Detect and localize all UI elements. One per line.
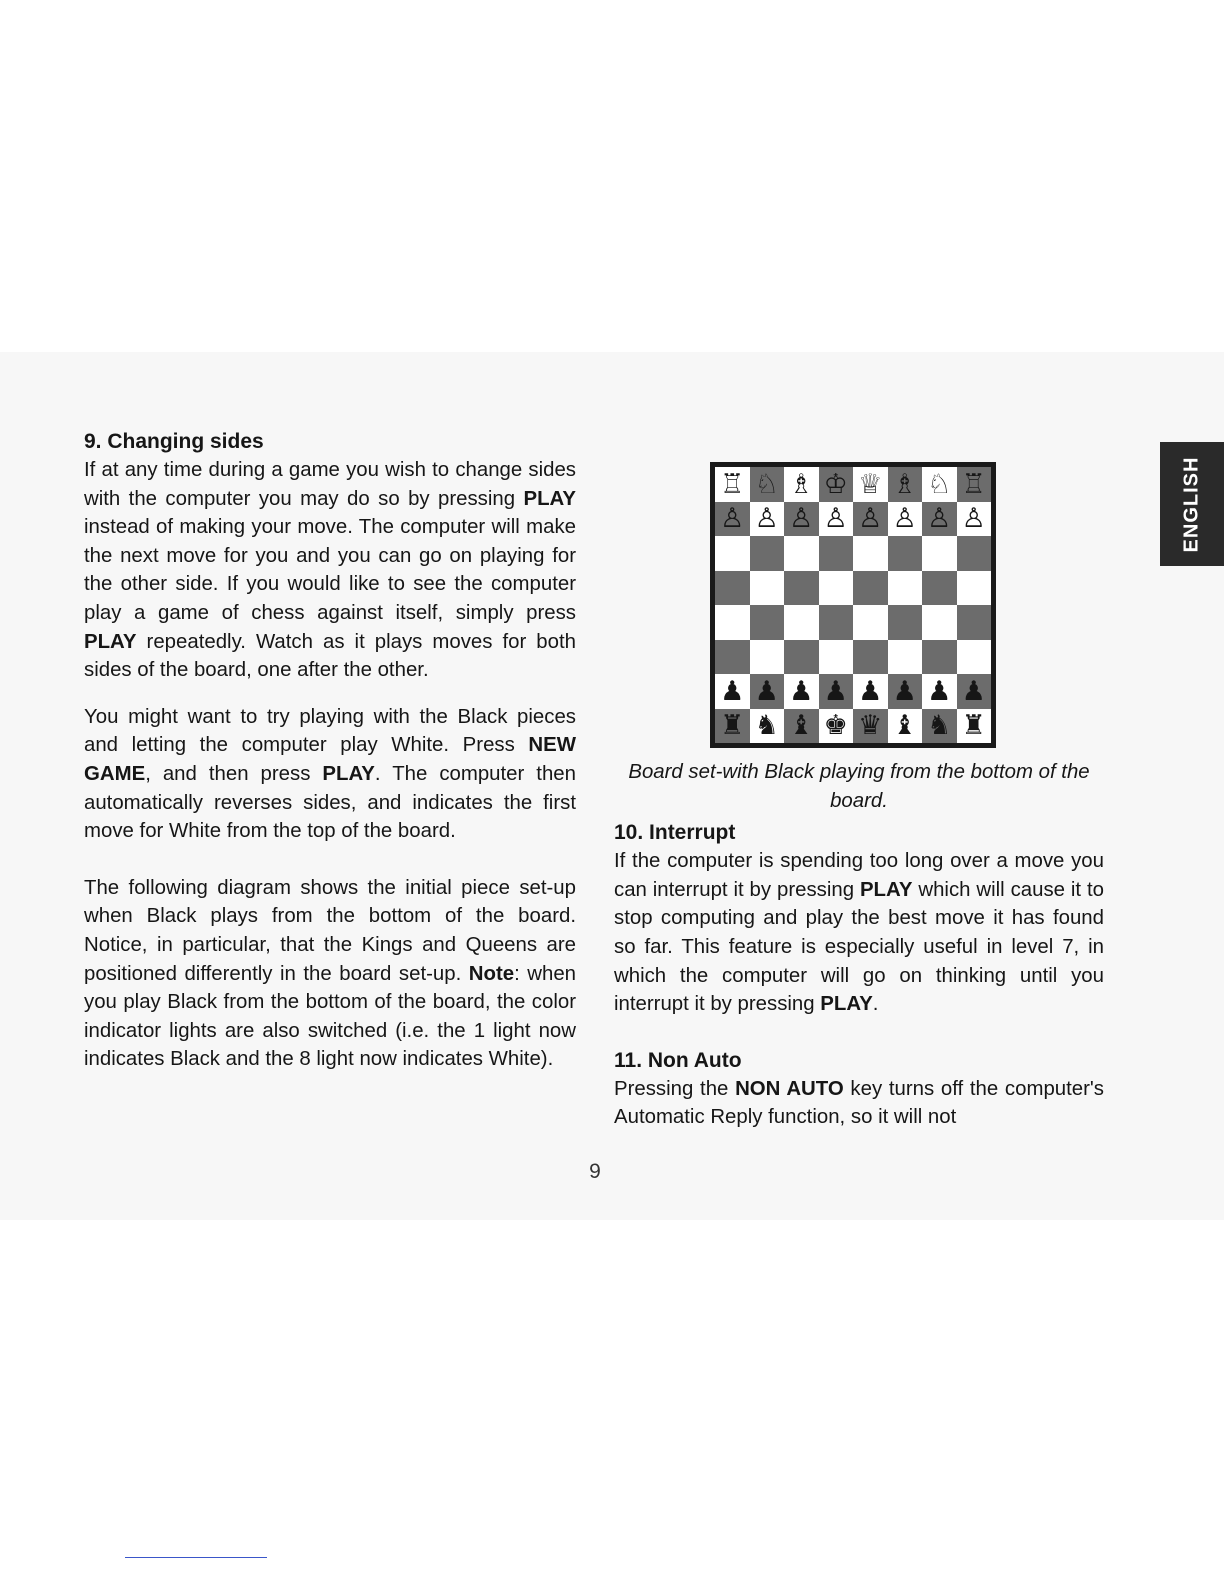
board-square: [715, 640, 750, 675]
chess-board-diagram: [710, 462, 996, 748]
board-square: [922, 605, 957, 640]
body-text-run: . The computer then automatically reverses sides, and indicates the first move for White from the top of the board.: [84, 762, 576, 843]
board-square: [853, 605, 888, 640]
section-heading-non-auto: 11. Non Auto: [614, 1048, 742, 1072]
body-text-run: instead of making your move. The computer will make the next move for you and you can go on playing for the other side. If you would like to see the computer play a game of chess against itself, simply press: [84, 516, 576, 624]
board-square-piece: ♙: [888, 502, 923, 537]
board-square-piece: ♚: [819, 709, 854, 744]
board-square: [922, 536, 957, 571]
board-square: [819, 605, 854, 640]
board-square: [888, 536, 923, 571]
body-text-run: , and then press: [145, 762, 323, 785]
board-square: [750, 605, 785, 640]
section-heading-interrupt: 10. Interrupt: [614, 821, 736, 845]
board-square-piece: ♞: [750, 709, 785, 744]
board-square-piece: ♟: [853, 674, 888, 709]
paragraph-non-auto: [614, 1075, 1104, 1132]
board-square-piece: ♙: [715, 502, 750, 537]
board-square-piece: ♘: [922, 467, 957, 502]
board-square: [784, 571, 819, 606]
chess-board-grid: [715, 467, 991, 743]
right-column: [614, 462, 1104, 1132]
board-square: [715, 605, 750, 640]
board-square: [784, 536, 819, 571]
section-heading-changing-sides: 9. Changing sides: [84, 430, 264, 453]
board-square-piece: ♗: [784, 467, 819, 502]
board-square: [957, 605, 992, 640]
board-square: [853, 536, 888, 571]
board-square-piece: ♙: [784, 502, 819, 537]
board-square: [853, 571, 888, 606]
body-text-run: which will cause it to stop computing and play the best move it has found so far. This feature is especially useful in level 7, in which the computer will go on thinking until you interrupt it by pressing: [614, 878, 1104, 1016]
board-square: [715, 536, 750, 571]
left-column: [84, 428, 576, 1074]
board-square: [922, 571, 957, 606]
board-square-piece: ♗: [888, 467, 923, 502]
key-name-text: PLAY: [820, 993, 873, 1016]
board-square: [750, 640, 785, 675]
board-square: [922, 640, 957, 675]
board-square-piece: ♝: [784, 709, 819, 744]
board-square: [888, 640, 923, 675]
board-square: [957, 536, 992, 571]
board-caption: Board set-with Black playing from the bottom of the board.: [628, 761, 1090, 812]
body-text-run: Pressing the: [614, 1077, 736, 1100]
board-square-piece: ♙: [957, 502, 992, 537]
page-number: 9: [589, 1160, 601, 1183]
key-name-text: NON AUTO: [735, 1077, 844, 1100]
board-square: [750, 536, 785, 571]
board-square-piece: ♝: [888, 709, 923, 744]
board-square: [750, 571, 785, 606]
board-square-piece: ♟: [715, 674, 750, 709]
board-square-piece: ♟: [888, 674, 923, 709]
board-square: [819, 640, 854, 675]
key-name-text: NEW GAME: [84, 734, 576, 785]
board-square: [957, 640, 992, 675]
key-name-text: Note: [468, 962, 515, 985]
board-square: [784, 640, 819, 675]
key-name-text: PLAY: [523, 487, 576, 510]
board-square-piece: ♟: [784, 674, 819, 709]
board-square-piece: ♙: [853, 502, 888, 537]
language-tab: [1160, 442, 1224, 566]
decorative-underline: [125, 1557, 267, 1558]
board-square-piece: ♘: [750, 467, 785, 502]
board-square-piece: ♜: [957, 709, 992, 744]
body-text-run: If at any time during a game you wish to change sides with the computer you may do so by pressing: [84, 459, 576, 510]
body-text-run: key turns off the computer's Automatic Reply function, so it will not: [614, 1077, 1105, 1129]
board-square-piece: ♟: [922, 674, 957, 709]
board-square: [888, 605, 923, 640]
paragraph-interrupt: [614, 847, 1104, 1019]
board-square: [819, 571, 854, 606]
board-square-piece: ♙: [750, 502, 785, 537]
paragraph-changing-sides: [84, 456, 576, 685]
body-text-run: The following diagram shows the initial piece set-up when Black plays from the bottom of the board. Notice, in particular, that the Kings and Queens are positioned differently in the board set-up.: [84, 876, 576, 985]
paragraph-diagram-note: [84, 874, 576, 1074]
body-text-run: : when you play Black from the bottom of the board, the color indicator lights are also switched (i.e. the 1 light now indicates Black and the 8 light now indicates White).: [84, 962, 576, 1071]
board-square-piece: ♖: [957, 467, 992, 502]
body-text-run: .: [872, 993, 879, 1016]
body-text-run: You might want to try playing with the Black pieces and letting the computer play White. Press: [84, 705, 576, 757]
board-square: [888, 571, 923, 606]
board-square-piece: ♟: [819, 674, 854, 709]
board-square-piece: ♞: [922, 709, 957, 744]
board-square-piece: ♔: [819, 467, 854, 502]
board-square: [957, 571, 992, 606]
board-square: [819, 536, 854, 571]
key-name-text: PLAY: [84, 630, 137, 653]
body-text-run: If the computer is spending too long over a move you can interrupt it by pressing: [614, 850, 1104, 901]
board-square: [853, 640, 888, 675]
board-square-piece: ♙: [922, 502, 957, 537]
body-text-run: repeatedly. Watch as it plays moves for both sides of the board, one after the other.: [84, 630, 576, 682]
board-square-piece: ♟: [750, 674, 785, 709]
key-name-text: PLAY: [322, 762, 375, 785]
board-square-piece: ♟: [957, 674, 992, 709]
key-name-text: PLAY: [859, 878, 913, 901]
board-square: [784, 605, 819, 640]
board-square-piece: ♖: [715, 467, 750, 502]
board-square-piece: ♕: [853, 467, 888, 502]
board-square-piece: ♛: [853, 709, 888, 744]
board-square-piece: ♙: [819, 502, 854, 537]
board-square: [715, 571, 750, 606]
board-square-piece: ♜: [715, 709, 750, 744]
language-tab-label: ENGLISH: [1180, 456, 1203, 552]
paragraph-play-black: [84, 703, 576, 846]
